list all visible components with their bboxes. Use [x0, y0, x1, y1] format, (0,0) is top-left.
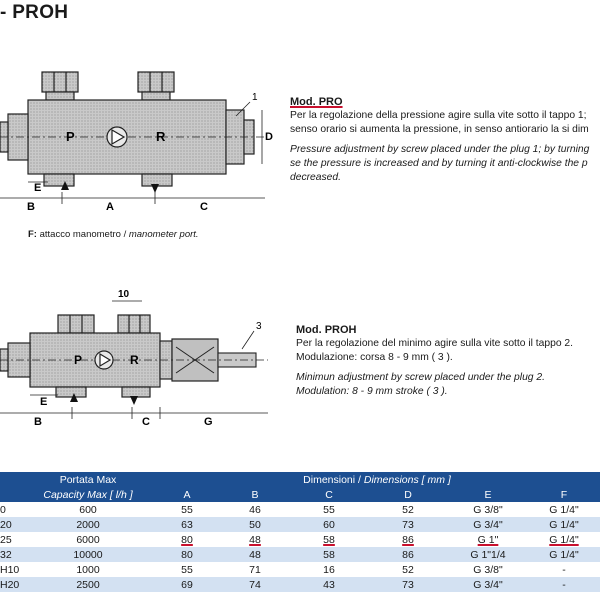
mod-pro-heading: Mod. PRO [290, 96, 343, 108]
label-r: R [156, 129, 166, 144]
header-portata: Portata Max [22, 472, 154, 487]
label-p: P [66, 129, 75, 144]
label-e: E [34, 182, 42, 194]
proh-valve-drawing [0, 285, 285, 435]
mod-pro-text: Mod. PRO Per la regolazione della pressione agire sulla vite sotto il tappo 1; senso orario si aumenta la pressione, in senso antiorario la si dim Pressure adjustment by screw placed under the plug 1; by turning se the pressure is increased and by turning it anti-clockwise the p decreased. [290, 96, 590, 183]
header-col-e: E [448, 487, 528, 502]
page-title: - PROH [0, 2, 69, 23]
label-p2: P [74, 353, 83, 367]
label-b: B [27, 201, 35, 213]
label-b2: B [34, 416, 42, 428]
label-d: D [265, 131, 273, 143]
header-col-d: D [368, 487, 448, 502]
manometer-caption: F: attacco manometro / manometer port. [28, 229, 199, 240]
table-header-row-1 [0, 472, 600, 487]
header-col-b: B [220, 487, 290, 502]
pro-valve-drawing [0, 60, 285, 220]
header-col-f: F [528, 487, 600, 502]
table-row: H10 1000 55 71 16 52 G 3/8" - [0, 563, 566, 576]
mod-proh-text: Mod. PROH Per la regolazione del minimo agire sulla vite sotto il tappo 2. Modulazione: corsa 8 - 9 mm ( 3 ). Minimun adjustment by screw placed under the plug 2. Modulation: 8 - 9 mm stroke ( 3 ). [296, 323, 600, 399]
label-e2: E [40, 396, 48, 408]
table-row: 25 6000 80 48 58 86 G 1" G 1/4" [0, 533, 579, 546]
mod-proh-heading: Mod. PROH [296, 324, 357, 336]
header-dimensioni: Dimensioni / Dimensions [ mm ] [154, 472, 600, 487]
table-row: H20 2500 69 74 43 73 G 3/4" - [0, 577, 600, 592]
label-c: C [200, 201, 208, 213]
label-g: G [204, 416, 213, 428]
label-10: 10 [118, 289, 130, 300]
label-plug-1: 1 [252, 92, 258, 103]
table-row: 32 10000 80 48 58 86 G 1"1/4 G 1/4" [0, 547, 600, 562]
label-r2: R [130, 353, 139, 367]
header-col-a: A [154, 487, 220, 502]
header-capacity: Capacity Max [ l/h ] [22, 487, 154, 502]
specifications-table [0, 472, 600, 592]
label-a: A [106, 201, 114, 213]
label-c2: C [142, 416, 150, 428]
header-col-c: C [290, 487, 368, 502]
table-row: 0 600 55 46 55 52 G 3/8" G 1/4" [0, 503, 579, 516]
label-3: 3 [256, 321, 262, 332]
table-header-row-2 [0, 487, 600, 502]
table-row: 20 2000 63 50 60 73 G 3/4" G 1/4" [0, 517, 600, 532]
